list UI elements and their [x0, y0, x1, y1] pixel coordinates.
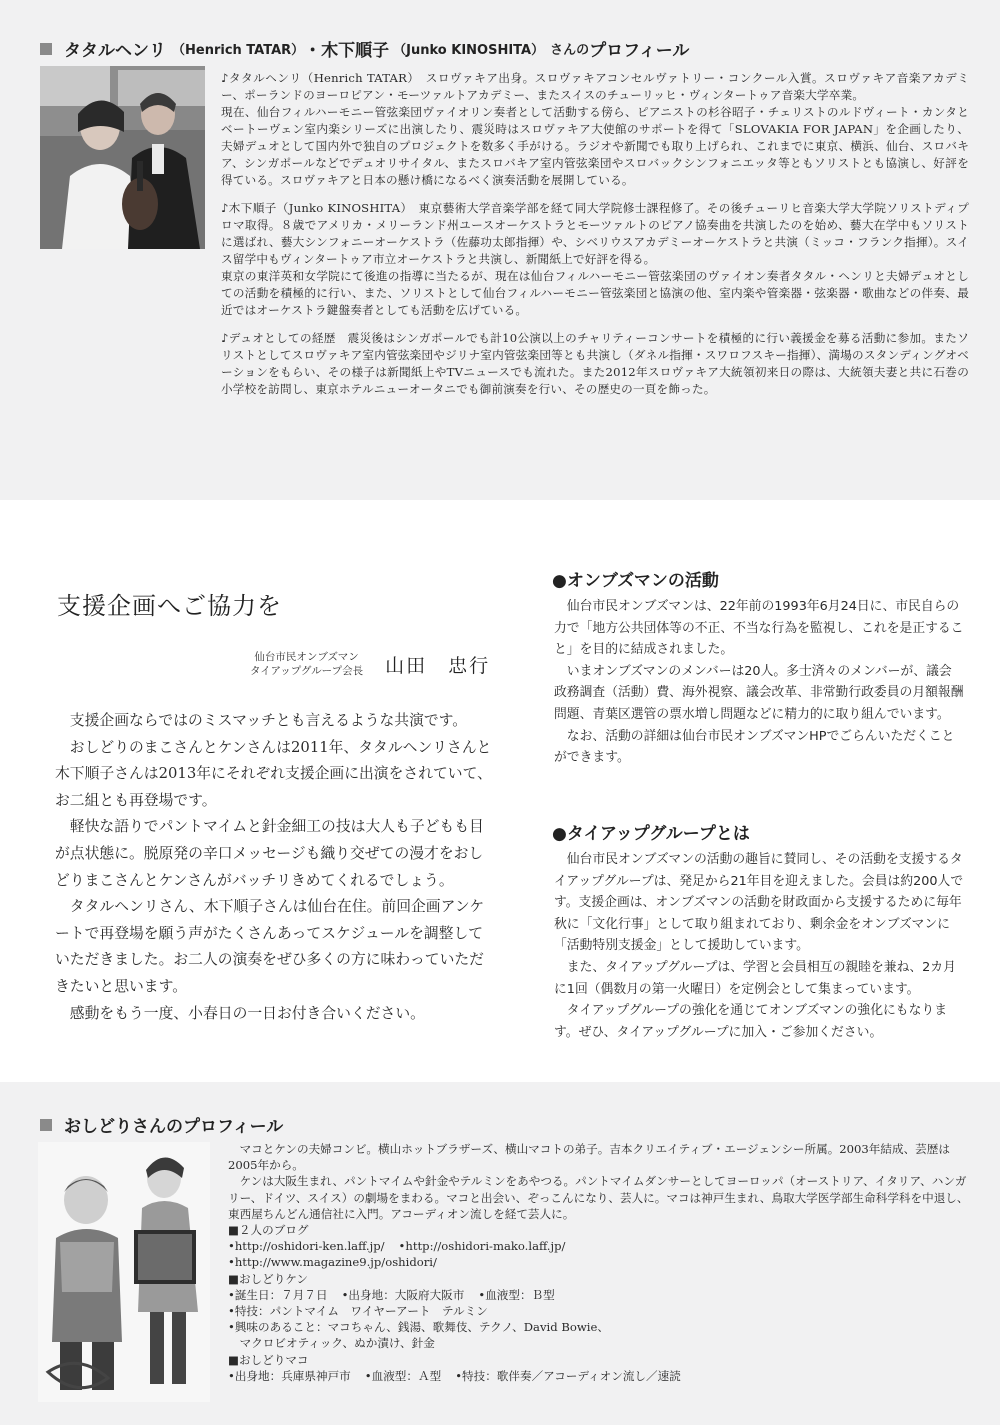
profile1-henrich-intro: ♪タタルヘンリ（Henrich TATAR） スロヴァキア出身。スロヴァキアコンセルヴァトリー・コンクール入賞。スロヴァキア音楽アカデミー、ポーランドのヨーロピアン・モーツァルトアカデミー、またスイスのチューリッヒ・ヴィンタートゥア音楽大学卒業。 — [221, 71, 969, 102]
author-organization — [250, 650, 363, 678]
profile1-title-tail2: プロフィール — [589, 41, 690, 61]
profile2-text — [228, 1141, 973, 1384]
profile1-junko-activity: 東京の東洋英和女学院にて後進の指導に当たるが、現在は仙台フィルハーモニー管弦楽団のヴァイオン奏者タタル・ヘンリと夫婦デュオとしての活動を積極的に行い、また、ソリストとして仙台フィルハーモニー管弦楽団と協演の他、室内楽や管楽器・弦楽器・歌曲などの伴奏、最近ではオーケストラ鍵盤奏者としても活動を広げている。 — [221, 269, 969, 317]
ken-birthplace: •出身地：大阪府大阪市 — [341, 1287, 465, 1302]
ombudsman-body — [554, 596, 964, 769]
mako-heading: ■おしどりマコ — [228, 1352, 309, 1367]
profile1-title-tail1: さんの — [550, 43, 590, 58]
ken-facts-row — [228, 1287, 973, 1303]
profile2-title: おしどりさんのプロフィール — [64, 1117, 284, 1137]
duo-photo — [40, 66, 205, 249]
profile1-title-paren1: （Henrich TATAR） — [172, 43, 305, 58]
support-body — [55, 708, 495, 1027]
mako-blood-type: •血液型：Ａ型 — [364, 1368, 442, 1383]
support-paragraph: タタルヘンリさん、木下順子さんは仙台在住。前回企画アンケートで再登場を願う声がたくさんあってスケジュールを調整していただきました。お二人の演奏をぜひ多くの方に味わっていただきたいと思います。 — [55, 898, 485, 995]
ken-interests: •興味のあること：マコちゃん、銭湯、歌舞伎、テクノ、David Bowie、 — [228, 1320, 609, 1335]
support-paragraph: 感動をもう一度、小春日の一日お付き合いください。 — [69, 1004, 425, 1022]
tieup-paragraph: 仙台市民オンブズマンの活動の趣旨に賛同し、その活動を支援するタイアップグループは、発足から21年目を迎えました。会員は約200人です。支援企画は、オンブズマンの活動を財政面から支援するために毎年秋に「文化行事」として取り組まれており、剰余金をオンブズマンに「活動特別支援金」として援助しています。 — [554, 852, 964, 954]
support-author — [250, 650, 490, 678]
tieup-heading: ●タイアップグループとは — [552, 824, 750, 844]
support-paragraph: 軽快な語りでパントマイムと針金細工の技は大人も子どもも目が点状態に。脱原発の辛口メッセージも織り交ぜての漫才をおしどりまこさんとケンさんがバッチリきめてくれるでしょう。 — [55, 818, 484, 889]
ken-interests-cont: マクロビオティック、ぬか漬け、針金 — [239, 1336, 435, 1351]
ombudsman-paragraph: 仙台市民オンブズマンは、22年前の1993年6月24日に、市民自らの力で「地方公共団体等の不正、不当な行為を監視し、これを是正すること」を目的に結成されました。 — [554, 599, 964, 658]
blog-link-mako[interactable]: •http://oshidori-mako.laff.jp/ — [398, 1239, 566, 1254]
heading-square-icon — [40, 1119, 52, 1131]
profile2-heading — [40, 1112, 283, 1137]
ombudsman-paragraph: いまオンブズマンのメンバーは20人。多士済々のメンバーが、議会政務調査（活動）費、海外視察、議会改革、非常勤行政委員の月額報酬問題、青葉区選管の票水増し問題などに精力的に取り組んでいます。 — [554, 663, 964, 722]
ken-birthday: •誕生日：７月７日 — [228, 1287, 328, 1302]
oshidori-photo — [38, 1142, 210, 1402]
support-title: 支援企画へご協力を — [57, 592, 282, 620]
profile1-duo-history: ♪デュオとしての経歴 震災後はシンガポールでも計10公演以上のチャリティーコンサートを積極的に行い義援金を募る活動に参加。またソリストとしてスロヴァキア室内管弦楽団やジリナ室内管弦楽団等とも共演し（ダネル指揮・スワロフスキー指揮）、満場のスタンディングオベーションをもらい、その様子は新聞紙上やTVニュースでも流れた。また2012年スロヴァキア大統領初来日の際は、大統領夫妻と共に石巻の小学校を訪問し、東京ホテルニューオータニでも御前演奏を行い、その歴史の一頁を飾った。 — [221, 331, 969, 396]
profile2-intro: マコとケンの夫婦コンビ。横山ホットブラザーズ、横山マコトの弟子。吉本クリエイティブ・エージェンシー所属。2003年結成、芸歴は2005年から。 — [228, 1142, 950, 1173]
mako-skills: •特技：歌伴奏／アコーディオン流し／速読 — [455, 1368, 681, 1383]
profile1-title-paren2: （Junko KINOSHITA） — [393, 43, 545, 58]
ken-heading: ■おしどりケン — [228, 1271, 308, 1286]
mako-birthplace: •出身地：兵庫県神戸市 — [228, 1368, 351, 1383]
tieup-body — [554, 849, 964, 1043]
ombudsman-heading: ●オンブズマンの活動 — [552, 571, 719, 591]
author-name: 山田 忠行 — [385, 654, 491, 677]
profile1-heading — [40, 36, 689, 61]
oshidori-photo-illustration — [38, 1142, 210, 1402]
profile1-title-main: タタルヘンリ — [64, 41, 166, 61]
profile1-junko-intro: ♪木下順子（Junko KINOSHITA） 東京藝術大学音楽学部を経て同大学院修士課程修了。その後チューリヒ音楽大学大学院ソリストディプロマ取得。８歳でアメリカ・メリーランド州ユースオーケストラとモーツァルトのピアノ協奏曲を共演したのを始め、藝大在学中もソリストに選ばれ、藝大シンフォニーオーケストラ（佐藤功太郎指揮）や、シベリウスアカデミーオーケストラと共演（ミッコ・フランク指揮）。スイス留学中もヴィンタートゥア市立オーケストラと共演し、新聞紙上で好評を得る。 — [221, 201, 969, 266]
ken-blood-type: •血液型：Ｂ型 — [478, 1287, 555, 1302]
ken-skills: •特技：パントマイム ワイヤーアート テルミン — [228, 1304, 488, 1319]
blog-link-ken[interactable]: •http://oshidori-ken.laff.jp/ — [228, 1239, 385, 1254]
profile1-text — [221, 70, 969, 398]
profile2-background: ケンは大阪生まれ、パントマイムや針金やテルミンをあやつる。パントマイムダンサーとしてヨーロッパ（オーストリア、イタリア、ハンガリー、ドイツ、スイス）の劇場をまわる。マコと出会い、ぞっこんになり、芸人に。マコは神戸生まれ、鳥取大学医学部生命科学科を中退し、東西屋ちんどん通信社に入門。アコーディオン流しを経て芸人に。 — [228, 1174, 969, 1221]
support-paragraph: 支援企画ならではのミスマッチとも言えるような共演です。 — [69, 712, 468, 729]
duo-photo-illustration — [40, 66, 205, 249]
author-org-line1: 仙台市民オンブズマン — [254, 651, 359, 663]
mako-facts-row — [228, 1368, 973, 1384]
ombudsman-paragraph: なお、活動の詳細は仙台市民オンブズマンHPでごらんいただくことができます。 — [554, 728, 955, 766]
blog-links-row — [228, 1238, 973, 1254]
blog-heading: ■２人のブログ — [228, 1223, 309, 1238]
author-org-line2: タイアップグループ会長 — [250, 665, 364, 677]
heading-square-icon — [40, 43, 52, 55]
profile1-title-mid: ・木下順子 — [304, 41, 390, 61]
tieup-paragraph: タイアップグループの強化を通じてオンブズマンの強化にもなります。ぜひ、タイアップグループに加入・ご参加ください。 — [554, 1003, 947, 1040]
support-paragraph: おしどりのまこさんとケンさんは2011年、タタルヘンリさんと木下順子さんは2013年にそれぞれ支援企画に出演をされていて、お二組とも再登場です。 — [55, 738, 492, 809]
profile1-henrich-activity: 現在、仙台フィルハーモニー管弦楽団ヴァイオリン奏者として活動する傍ら、ピアニストの杉谷昭子・チェリストのルドヴィート・カンタとベートーヴェン室内楽シリーズに出演したり、震災時はスロヴァキア大使館のサポートを得て「SLOVAKIA FOR JAPAN」を企画したり、夫婦デュオとして国内外で独自のプロジェクトを数多く手がける。ラジオや新聞でも取り上げられ、これまでに東京、横浜、仙台、スロバキア、シンガポールなどでデュオリサイタル、またスロバキア室内管弦楽団やスロバックシンフォニエッタ等ともソリストとも協演し、好評を得ている。スロヴァキアと日本の懸け橋になるべく演奏活動を展開している。 — [221, 105, 969, 187]
blog-link-magazine9[interactable]: •http://www.magazine9.jp/oshidori/ — [228, 1255, 437, 1270]
tieup-paragraph: また、タイアップグループは、学習と会員相互の親睦を兼ね、2カ月に1回（偶数月の第一火曜日）を定例会として集まっています。 — [554, 959, 956, 997]
